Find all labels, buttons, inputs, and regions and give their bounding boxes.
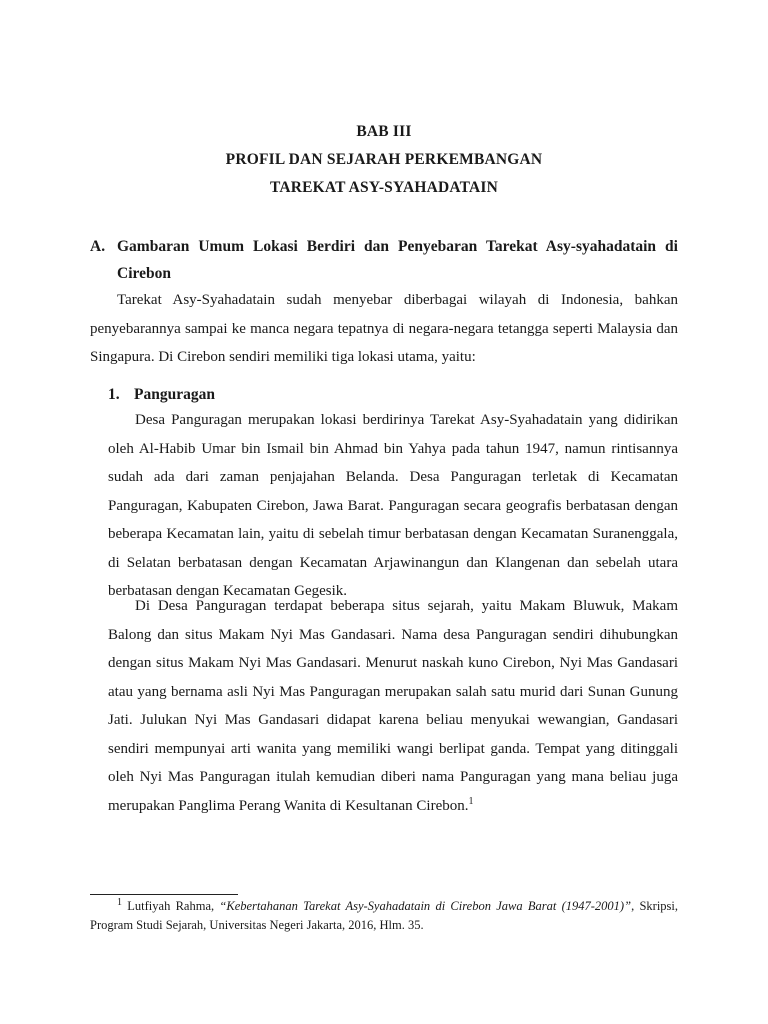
footnote-reference: 1 xyxy=(468,795,474,807)
chapter-title-line-2: TAREKAT ASY-SYAHADATAIN xyxy=(269,179,499,196)
footnote-number: 1 xyxy=(117,896,122,908)
footnote-citation: , Skripsi, Program Studi Sejarah, Universitas Negeri Jakarta, 2016, Hlm. 35. xyxy=(90,899,679,932)
subsection-1-heading xyxy=(108,381,678,408)
section-a-title: Gambaran Umum Lokasi Berdiri dan Penyebaran Tarekat Asy-syahadatain di Cirebon xyxy=(117,238,678,282)
subsection-1-title: Panguragan xyxy=(134,386,215,403)
chapter-heading xyxy=(0,118,768,202)
footnote-title: “Kebertahanan Tarekat Asy-Syahadatain di Cirebon Jawa Barat (1947-2001)” xyxy=(219,899,632,913)
section-a-heading xyxy=(90,233,678,287)
chapter-title-line-1: PROFIL DAN SEJARAH PERKEMBANGAN xyxy=(225,151,543,168)
footnote-author: Lutfiyah Rahma, xyxy=(127,899,220,913)
subsection-1-paragraph-2 xyxy=(108,592,678,820)
chapter-number: BAB III xyxy=(356,123,412,140)
subsection-1-paragraph-1: Desa Panguragan merupakan lokasi berdirinya Tarekat Asy-Syahadatain yang didirikan oleh Al-Habib Umar bin Ismail bin Ahmad bin Yahya pada tahun 1947, namun rintisannya sudah ada dari zaman penjajahan Belanda. Desa Panguragan terletak di Kecamatan Panguragan, Kabupaten Cirebon, Jawa Barat. Panguragan secara geografis berbatasan dengan beberapa Kecamatan lain, yaitu di sebelah timur berbatasan dengan Kecamatan Suranenggala, di Selatan berbatasan dengan Kecamatan Arjawinangun dan Klangenan dan sebelah utara berbatasan dengan Kecamatan Gegesik. xyxy=(108,412,678,599)
subsection-1-number: 1. xyxy=(108,386,120,403)
section-a-marker: A. xyxy=(90,238,106,255)
section-a-paragraph: Tarekat Asy-Syahadatain sudah menyebar diberbagai wilayah di Indonesia, bahkan penyebarannya sampai ke manca negara tepatnya di negara-negara tetangga seperti Malaysia dan Singapura. Di Cirebon sendiri memiliki tiga lokasi utama, yaitu: xyxy=(90,292,678,365)
paragraph-2-text: Di Desa Panguragan terdapat beberapa situs sejarah, yaitu Makam Bluwuk, Makam Balong dan situs Makam Nyi Mas Gandasari. Nama desa Panguragan sendiri dihubungkan dengan situs Makam Nyi Mas Gandasari. Menurut naskah kuno Cirebon, Nyi Mas Gandasari atau yang bernama asli Nyi Mas Panguragan merupakan salah satu murid dari Sunan Gunung Jati. Julukan Nyi Mas Gandasari didapat karena beliau menyukai wewangian, Gandasari sendiri mempunyai arti wanita yang memiliki wangi berlipat ganda. Tempat yang ditinggali oleh Nyi Mas Panguragan itulah kemudian diberi nama Panguragan yang mana beliau juga merupakan Panglima Perang Wanita di Kesultanan Cirebon. xyxy=(108,598,678,814)
footnote-separator xyxy=(90,894,238,895)
footnote xyxy=(90,897,678,935)
